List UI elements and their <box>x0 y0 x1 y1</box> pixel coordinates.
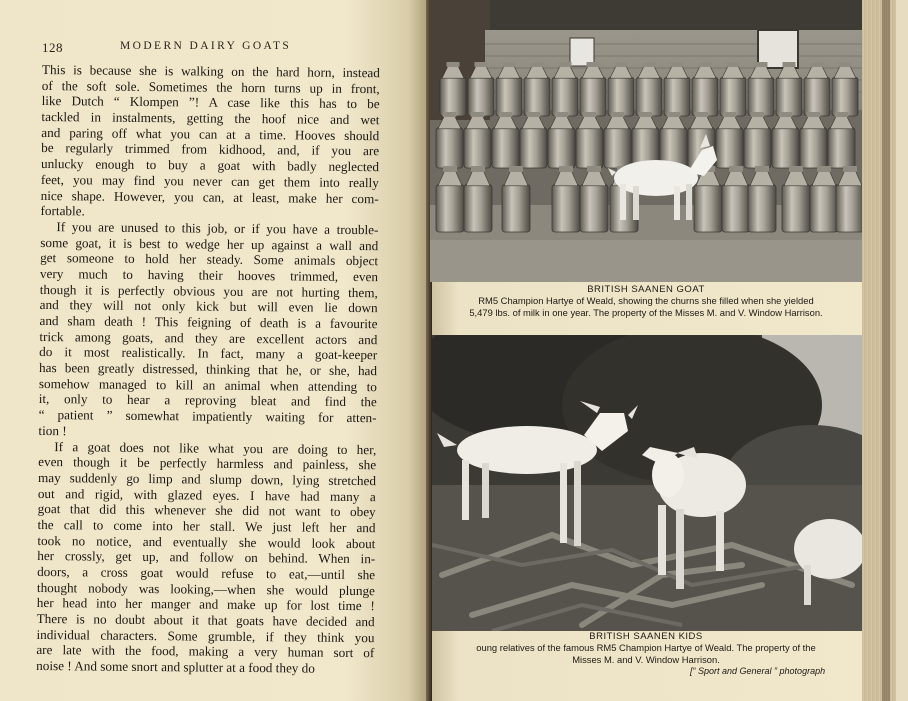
text-line: of the soft sole. Sometimes the horn turns up in front, <box>41 77 380 96</box>
left-page <box>0 0 430 701</box>
text-line: has been greatly distressed, thinking that he, or she, had <box>38 360 378 379</box>
text-line: some goat, it is best to wedge her up against a wall and <box>40 234 379 253</box>
running-head: MODERN DAIRY GOATS <box>120 40 292 52</box>
text-line: it, only to hear a reproving bleat and find the <box>38 391 377 410</box>
text-line: thought nobody was looking,—when she would plunge <box>36 579 376 598</box>
top-caption-line-2: 5,479 lbs. of milk in one year. The property of the Misses M. and V. Window Harrison. <box>469 306 823 318</box>
photo-saanen-goat-with-churns <box>430 0 862 282</box>
text-line: There is no doubt about it that goats have decided and <box>36 611 375 630</box>
text-line: somehow managed to kill an animal when attending to <box>38 375 377 394</box>
text-line: out and rigid, with glazed eyes. I have had many a <box>37 485 376 504</box>
text-line: feet, you may find you never can get them into really <box>40 171 379 191</box>
bottom-caption-line-1: oung relatives of the famous RM5 Champion Hartye of Weald. The property of the <box>476 642 816 653</box>
text-line: fortable. <box>40 203 85 219</box>
text-line: very much to having their hooves trimmed, even <box>39 265 379 285</box>
top-caption-line-1: RM5 Champion Hartye of Weald, showing the churns she filled when she yielded <box>478 295 814 306</box>
text-line: and sham death ! This feigning of death is a favourite <box>39 312 378 332</box>
text-line: individual characters. Some grumble, if they think you <box>36 626 375 645</box>
text-line: though it is perfectly obvious you are not hurting them, <box>39 281 378 300</box>
photo-saanen-kids <box>432 335 862 631</box>
text-line: nice shape. However, you can, at least, make her com- <box>40 187 379 206</box>
text-line: like Dutch “ Klompen ”! A case like this has to be <box>41 93 380 112</box>
text-line: “ patient ” somewhat impatiently waiting for atten- <box>38 407 377 426</box>
text-line: noise ! And some snort and splutter at a food they do <box>36 658 315 676</box>
bottom-caption-line-2: Misses M. and V. Window Harrison. <box>572 653 720 665</box>
text-line: took no notice, and eventually she would look about <box>37 532 376 551</box>
photo-credit: [“ Sport and General ” photograph <box>690 666 826 676</box>
top-photo-caption <box>430 284 862 318</box>
text-line: get someone to hold her steady. Some animals object <box>40 250 379 269</box>
page-number: 128 <box>42 40 63 55</box>
text-line: her head into her manger and make up for lost time ! <box>36 595 375 614</box>
text-line: If a goat does not like what you are doing to her, <box>54 438 377 457</box>
text-line: and paring off what you can at a time. Hooves should <box>41 124 380 143</box>
text-line: even though it be perfectly harmless and painless, she <box>38 454 377 473</box>
text-line: may suddenly go limp and slump down, lying stretched <box>37 469 377 489</box>
text-line: trick among goats, and they are excellent actors and <box>39 328 378 347</box>
text-line: her crossly, get up, and follow on behind. When in- <box>37 548 376 567</box>
text-line: tackled in instalments, getting the hoof nice and wet <box>41 109 380 128</box>
text-line: do it most realistically. In fact, many a goat-keeper <box>39 344 378 363</box>
body-text <box>36 62 380 677</box>
top-caption-title: BRITISH SAANEN GOAT <box>587 284 705 295</box>
bottom-caption-title: BRITISH SAANEN KIDS <box>589 631 703 642</box>
text-line: tion ! <box>38 422 67 439</box>
text-line: be regularly trimmed from kidhood, and, if you are <box>41 140 380 159</box>
text-line: are late with the food, making a very human sort of <box>36 642 375 661</box>
text-line: unlucky enough to buy a goat with badly neglected <box>40 156 380 175</box>
text-line: This is because she is walking on the hard horn, instead <box>41 62 380 81</box>
text-line: goat that did this whenever she did not want to obey <box>37 501 376 520</box>
text-line: doors, a cross goat would refuse to eat,—until she <box>37 563 376 583</box>
page-header <box>42 40 392 56</box>
bottom-photo-caption <box>430 631 862 665</box>
page-edges <box>862 0 908 701</box>
text-line: and they will not only kick but will even lie down <box>39 297 378 316</box>
text-line: If you are unused to this job, or if you have a trouble- <box>56 219 379 238</box>
text-line: the call to come into her stall. We just left her and <box>37 516 376 536</box>
